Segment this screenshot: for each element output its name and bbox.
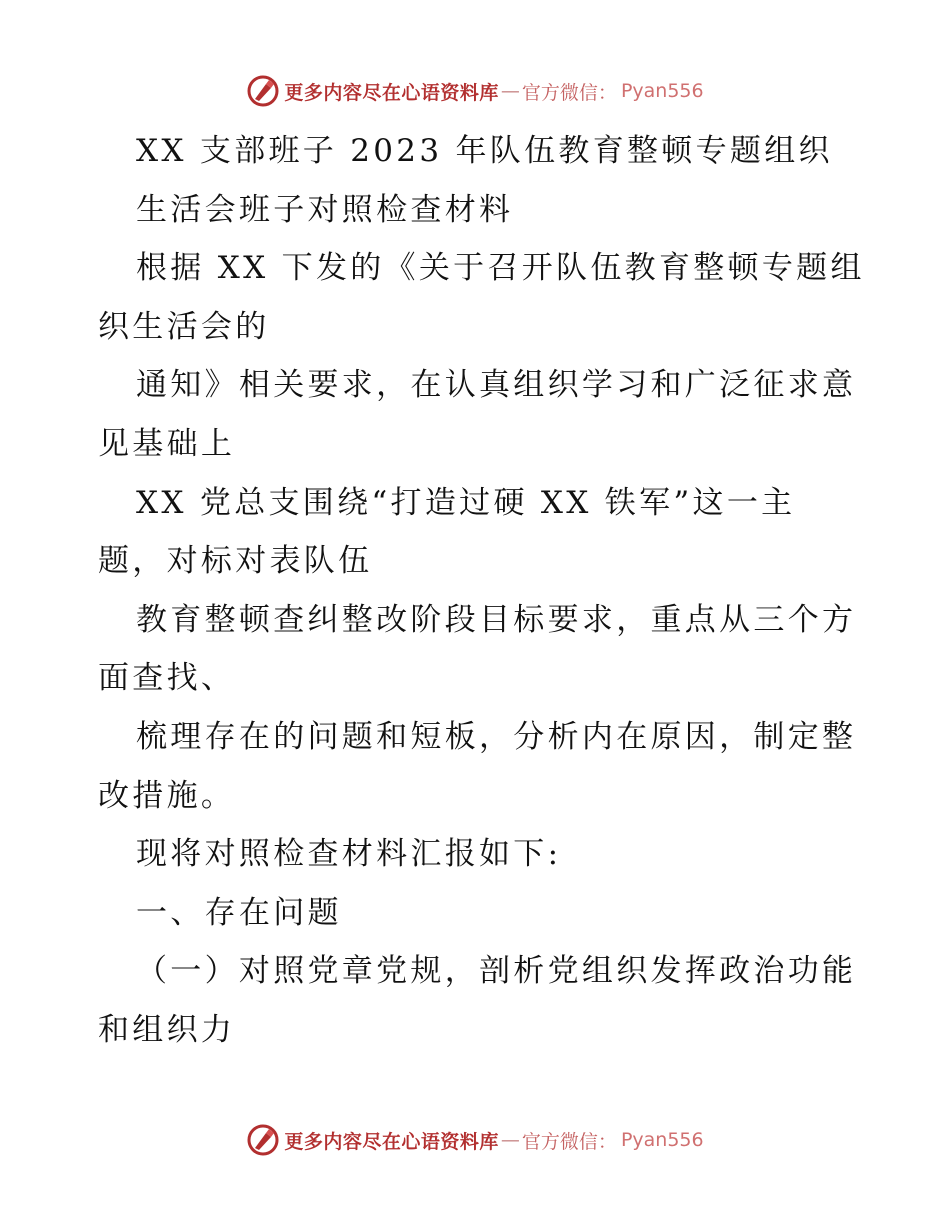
document-body (98, 122, 865, 1060)
watermark-separator: — (500, 80, 520, 102)
title-line-1: XX 支部班子 2023 年队伍教育整顿专题组织 (136, 133, 833, 169)
watermark-main-text: 更多内容尽在心语资料库 (284, 1130, 499, 1153)
paragraph-line: 通知》相关要求，在认真组织学习和广泛征求意 (136, 367, 857, 404)
subsection-heading-cont: 和组织力 (98, 1011, 236, 1048)
title-line-2: 生活会班子对照检查材料 (136, 191, 514, 228)
footer-watermark (0, 1120, 950, 1160)
watermark-wechat-id: Pyan556 (620, 80, 704, 102)
header-watermark (0, 71, 950, 111)
watermark-wechat-id: Pyan556 (620, 1129, 704, 1151)
paragraph-line: XX 党总支围绕“打造过硬 XX 铁军”这一主 (136, 484, 796, 521)
paragraph-line: 题，对标对表队伍 (98, 543, 373, 580)
pen-nib-logo-icon (246, 74, 280, 108)
watermark-main-text: 更多内容尽在心语资料库 (284, 81, 499, 104)
paragraph-line: 教育整顿查纠整改阶段目标要求，重点从三个方 (136, 601, 857, 638)
watermark-wechat-label: 官方微信： (521, 1130, 617, 1153)
section-heading: 一、存在问题 (136, 894, 342, 931)
paragraph-line: 见基础上 (98, 425, 236, 462)
paragraph-line: 梳理存在的问题和短板，分析内在原因，制定整 (136, 718, 857, 755)
paragraph-line: 织生活会的 (98, 308, 270, 345)
paragraph-line: 面查找、 (98, 660, 236, 697)
watermark-separator: — (500, 1129, 520, 1151)
paragraph-line: 现将对照检查材料汇报如下: (136, 836, 562, 873)
subsection-heading: （一）对照党章党规，剖析党组织发挥政治功能 (136, 953, 857, 990)
pen-nib-logo-icon (246, 1123, 280, 1157)
watermark-wechat-label: 官方微信： (521, 81, 617, 104)
paragraph-line: 根据 XX 下发的《关于召开队伍教育整顿专题组 (136, 250, 865, 287)
paragraph-line: 改措施。 (98, 777, 236, 814)
